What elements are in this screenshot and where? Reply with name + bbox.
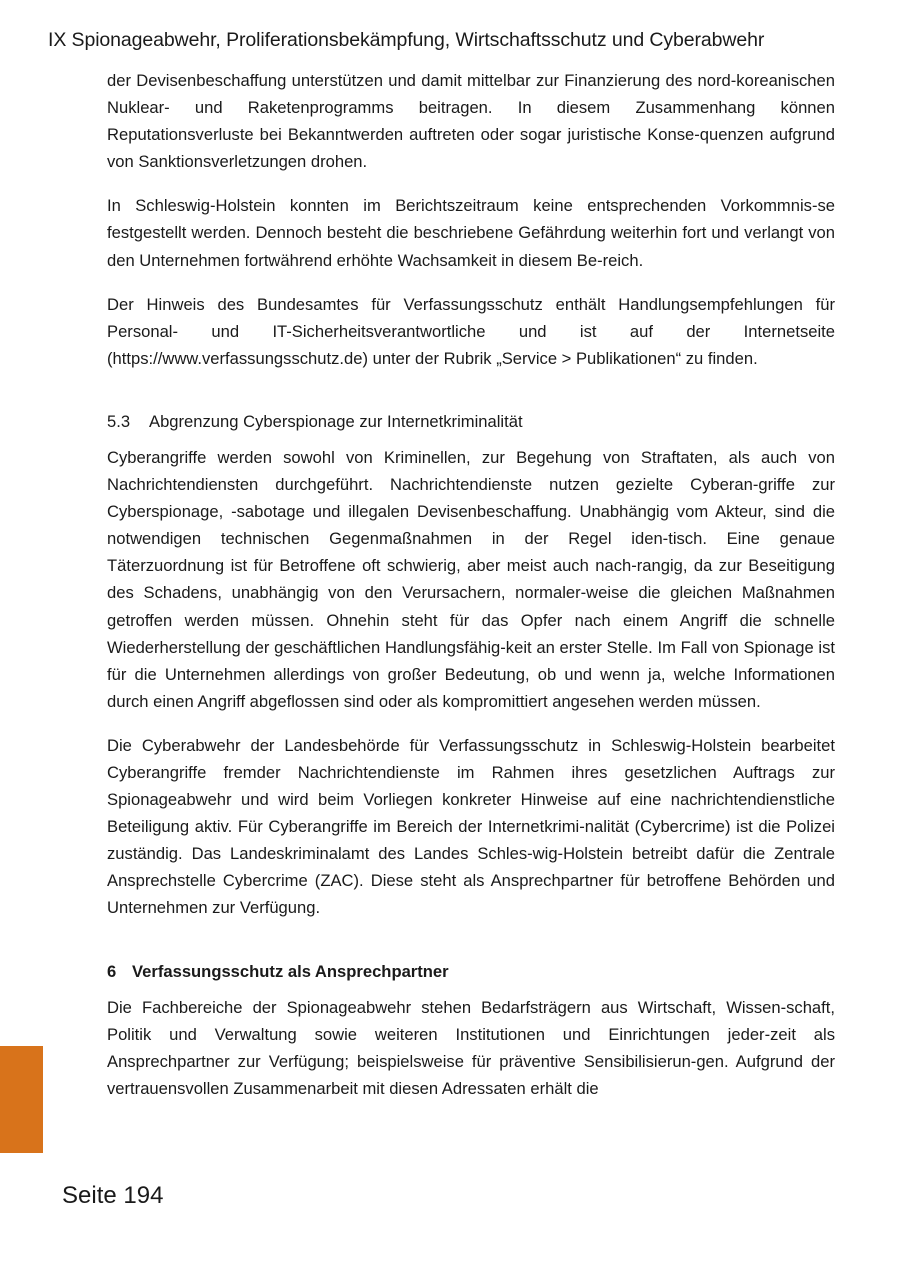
body-paragraph: In Schleswig-Holstein konnten im Berichtszeitraum keine entsprechenden Vorkommnis-se festgestellt werden. Dennoch besteht die beschriebene Gefährdung weiterhin fort und verlangt von den Unternehmen fortwährend erhöhte Wachsamkeit in diesem Be-reich. [107,196,835,270]
section-heading-5-3 [107,408,835,435]
chapter-heading-6 [107,958,835,985]
section-number: 5.3 [107,411,131,431]
section-title: Abgrenzung Cyberspionage zur Internetkriminalität [149,411,523,431]
chapter-number: 6 [107,961,117,981]
page-body [107,67,835,1102]
body-paragraph: Die Cyberabwehr der Landesbehörde für Verfassungsschutz in Schleswig-Holstein bearbeitet Cyberangriffe fremder Nachrichtendienste im Rahmen ihres gesetzlichen Auftrags zur Spionageabwehr und wird beim Vorliegen konkreter Hinweise auf eine nachrichtendienstliche Beteiligung aktiv. Für Cyberangriffe im Bereich der Internetkrimi-nalität (Cybercrime) ist die Polizei zuständig. Das Landeskriminalamt des Landes Schles-wig-Holstein betreibt dafür die Zentrale Ansprechstelle Cybercrime (ZAC). Diese steht als Ansprechpartner für betroffene Behörden und Unternehmen zur Verfügung. [107,735,835,918]
chapter-title: Verfassungsschutz als Ansprechpartner [132,961,449,981]
running-header: IX Spionageabwehr, Proliferationsbekämpfung, Wirtschaftsschutz und Cyberabwehr [48,29,765,51]
body-paragraph: Cyberangriffe werden sowohl von Kriminellen, zur Begehung von Straftaten, als auch von Nachrichtendiensten durchgeführt. Nachrichtendienste nutzen gezielte Cyberan-griffe zur Cyberspionage, -sabotage und illegalen Devisenbeschaffung. Unabhängig vom Akteur, sind die notwendigen technischen Gegenmaßnahmen in der Regel iden-tisch. Eine genaue Täterzuordnung ist für Betroffene oft schwierig, aber meist auch nach-rangig, da zur Beseitigung des Schadens, unabhängig von den Verursachern, normaler-weise die gleichen Maßnahmen getroffen werden müssen. Ohnehin steht für das Opfer nach einem Angriff die schnelle Wiederherstellung der geschäftlichen Handlungsfähig-keit an erster Stelle. Im Fall von Spionage ist für die Unternehmen allerdings von großer Bedeutung, ob und wenn ja, welche Informationen durch einen Angriff abgeflossen sind oder als kompromittiert angesehen werden müssen. [107,447,835,711]
page-number: Seite 194 [62,1182,164,1209]
body-paragraph: Die Fachbereiche der Spionageabwehr stehen Bedarfsträgern aus Wirtschaft, Wissen-schaft, Politik und Verwaltung sowie weiteren Institutionen und Einrichtungen jeder-zeit als Ansprechpartner zur Verfügung; beispielsweise für präventive Sensibilisierun-gen. Aufgrund der vertrauensvollen Zusammenarbeit mit diesen Adressaten erhält die [107,997,835,1098]
body-paragraph: der Devisenbeschaffung unterstützen und damit mittelbar zur Finanzierung des nord-koreanischen Nuklear- und Raketenprogramms beitragen. In diesem Zusammenhang können Reputationsverluste bei Bekanntwerden auftreten oder sogar juristische Konse-quenzen aufgrund von Sanktionsverletzungen drohen. [107,71,835,172]
body-paragraph: Der Hinweis des Bundesamtes für Verfassungsschutz enthält Handlungsempfehlungen für Personal- und IT-Sicherheitsverantwortliche und ist auf der Internetseite (https://www.verfassungsschutz.de) unter der Rubrik „Service > Publikationen“ zu finden. [107,294,835,368]
chapter-side-tab [0,1046,43,1153]
